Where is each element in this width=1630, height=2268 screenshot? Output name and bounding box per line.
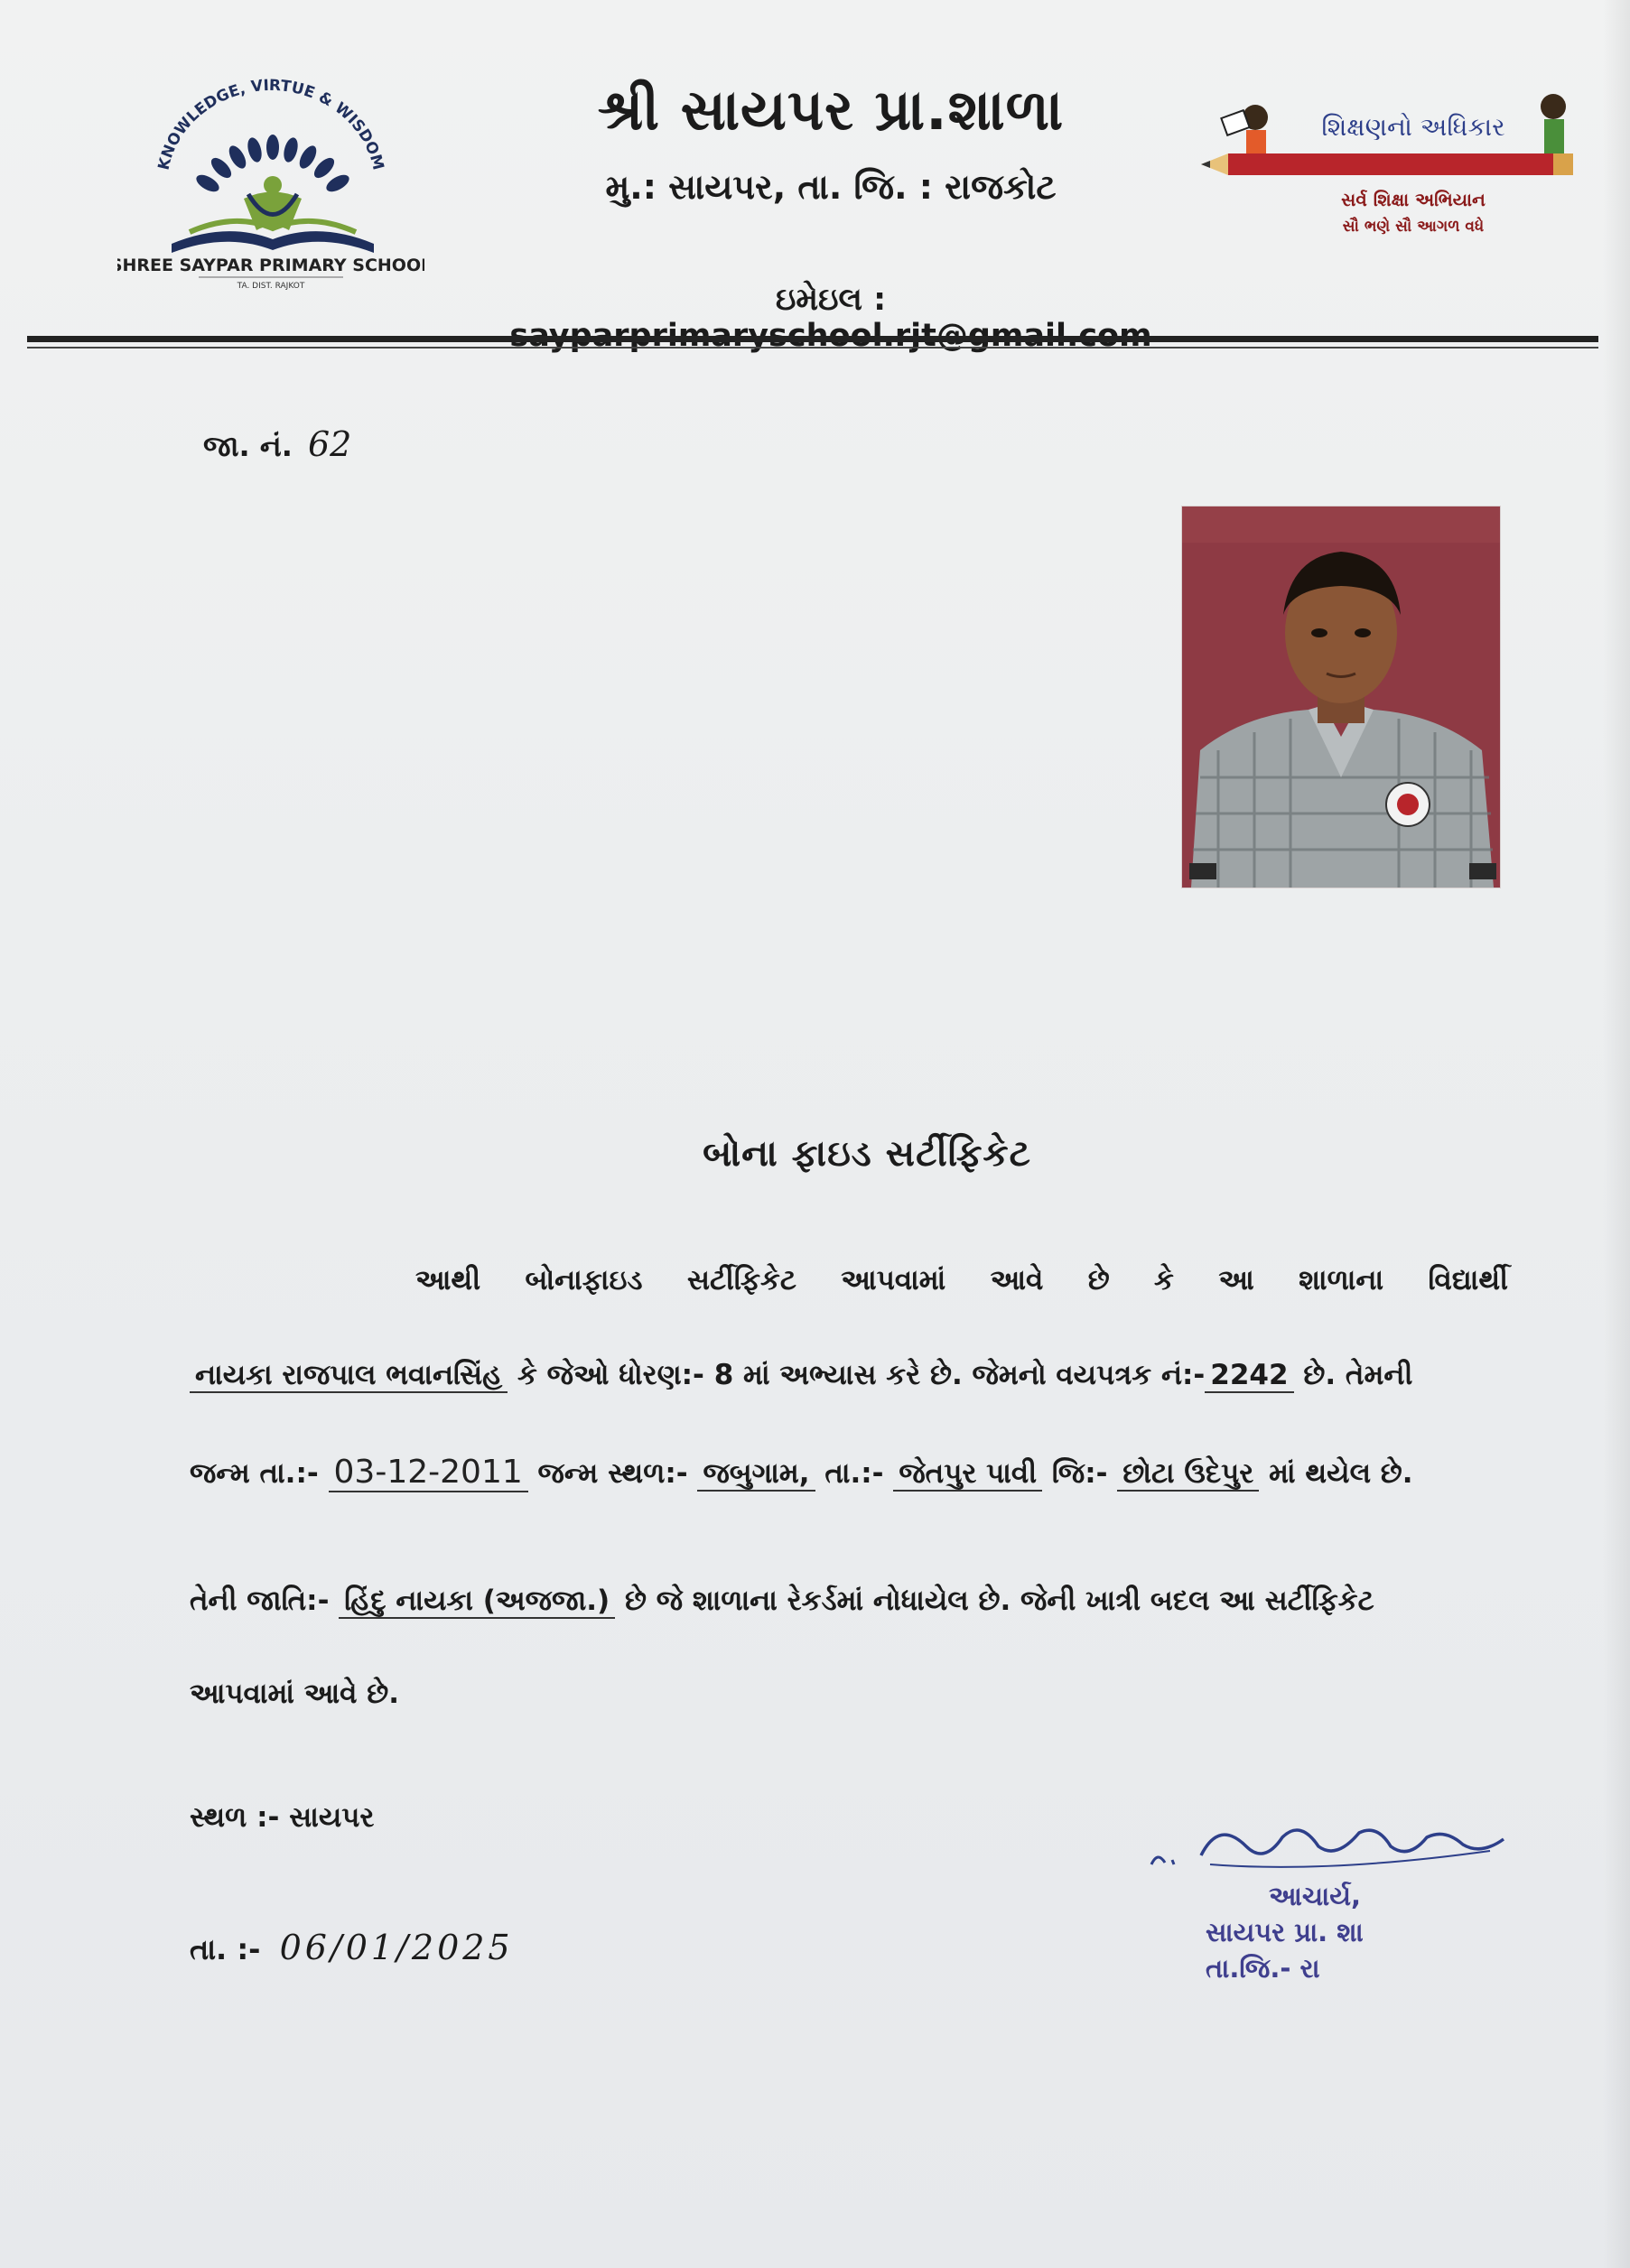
header-rule-thick	[27, 336, 1598, 342]
line3-text-d: જિ:-	[1051, 1457, 1108, 1490]
ssa-line2: સૌ ભણે સૌ આગળ વધે	[1342, 218, 1485, 236]
line3-text-b: જન્મ સ્થળ:-	[537, 1457, 688, 1490]
student-photo	[1181, 506, 1501, 888]
certificate-line-3	[190, 1454, 1508, 1491]
date-label: તા. :-	[190, 1932, 261, 1966]
school-title: શ્રી સાયપર પ્રા.શાળા	[597, 77, 1065, 143]
line2-text-b: છે. તેમની	[1303, 1359, 1413, 1391]
certificate-line-5: આપવામાં આવે છે.	[190, 1678, 400, 1710]
line4-text-b: છે જે શાળાના રેકર્ડમાં નોધાયેલ છે. જેની ખાત્રી બદલ આ સર્ટીફિકેટ	[625, 1585, 1374, 1617]
ssa-line1: સર્વ શિક્ષા અભિયાન	[1341, 189, 1486, 210]
birth-date: 03-12-2011	[329, 1454, 528, 1492]
line2-text-a: કે જેઓ ધોરણ:- 8 માં અભ્યાસ કરે છે. જેમનો વયપત્રક નં:-	[517, 1359, 1206, 1391]
date-value: 06/01/2025	[279, 1928, 514, 1967]
ssa-banner-text: શિક્ષણનો અધિકાર	[1321, 112, 1505, 142]
line4-text-a: તેની જાતિ:-	[190, 1585, 330, 1617]
line3-text-e: માં થયેલ છે.	[1269, 1457, 1413, 1490]
reference-value: 62	[308, 424, 352, 464]
reference-number	[203, 424, 351, 464]
place-value: સાયપર	[289, 1801, 375, 1834]
school-logo	[117, 77, 424, 293]
pencil-icon	[1201, 153, 1573, 175]
student-name: નાયકા રાજપાલ ભવાનસિંહ	[190, 1359, 508, 1393]
certificate-line-1: આથી બોનાફાઇડ સર્ટીફિકેટ આપવામાં આવે છે કે આ શાળાના વિદ્યાર્થી	[415, 1264, 1508, 1297]
place-label: સ્થળ :-	[190, 1801, 280, 1834]
district: છોટા ઉદેપુર	[1117, 1457, 1259, 1492]
taluka: જેતપુર પાવી	[893, 1457, 1042, 1492]
school-address: મુ.: સાયપર, તા. જિ. : રાજકોટ	[605, 167, 1057, 207]
line3-text-a: જન્મ તા.:-	[190, 1457, 319, 1490]
header-rule-thin	[27, 347, 1598, 349]
issue-date	[190, 1928, 514, 1967]
birth-place: જબુગામ,	[697, 1457, 815, 1492]
line3-text-c: તા.:-	[824, 1457, 884, 1490]
stamp-title: આચાર્ય,	[1269, 1881, 1361, 1911]
certificate-line-4	[190, 1585, 1508, 1618]
logo-arc-text: KNOWLEDGE, VIRTUE & WISDOM	[154, 77, 387, 172]
principal-stamp	[1206, 1878, 1364, 1986]
certificate-title: બોના ફાઇડ સર્ટીફિકેટ	[703, 1133, 1031, 1175]
reference-label: જા. નં.	[203, 429, 293, 463]
stamp-school: સાયપર પ્રા. શા	[1206, 1917, 1364, 1947]
stamp-district: તા.જિ.- રા	[1206, 1953, 1320, 1984]
page-edge-shadow	[1603, 0, 1630, 2268]
school-email: ઇમેઇલ :	[775, 282, 887, 318]
sarva-shiksha-abhiyan-logo	[1192, 81, 1589, 244]
register-number: 2242	[1205, 1359, 1293, 1393]
caste: હિંદુ નાયકા (અજજા.)	[339, 1585, 615, 1619]
logo-school-name: SHREE SAYPAR PRIMARY SCHOOL	[117, 256, 424, 275]
certificate-line-2	[190, 1359, 1508, 1392]
logo-school-sub: TA. DIST. RAJKOT	[237, 282, 305, 291]
place	[190, 1801, 374, 1835]
